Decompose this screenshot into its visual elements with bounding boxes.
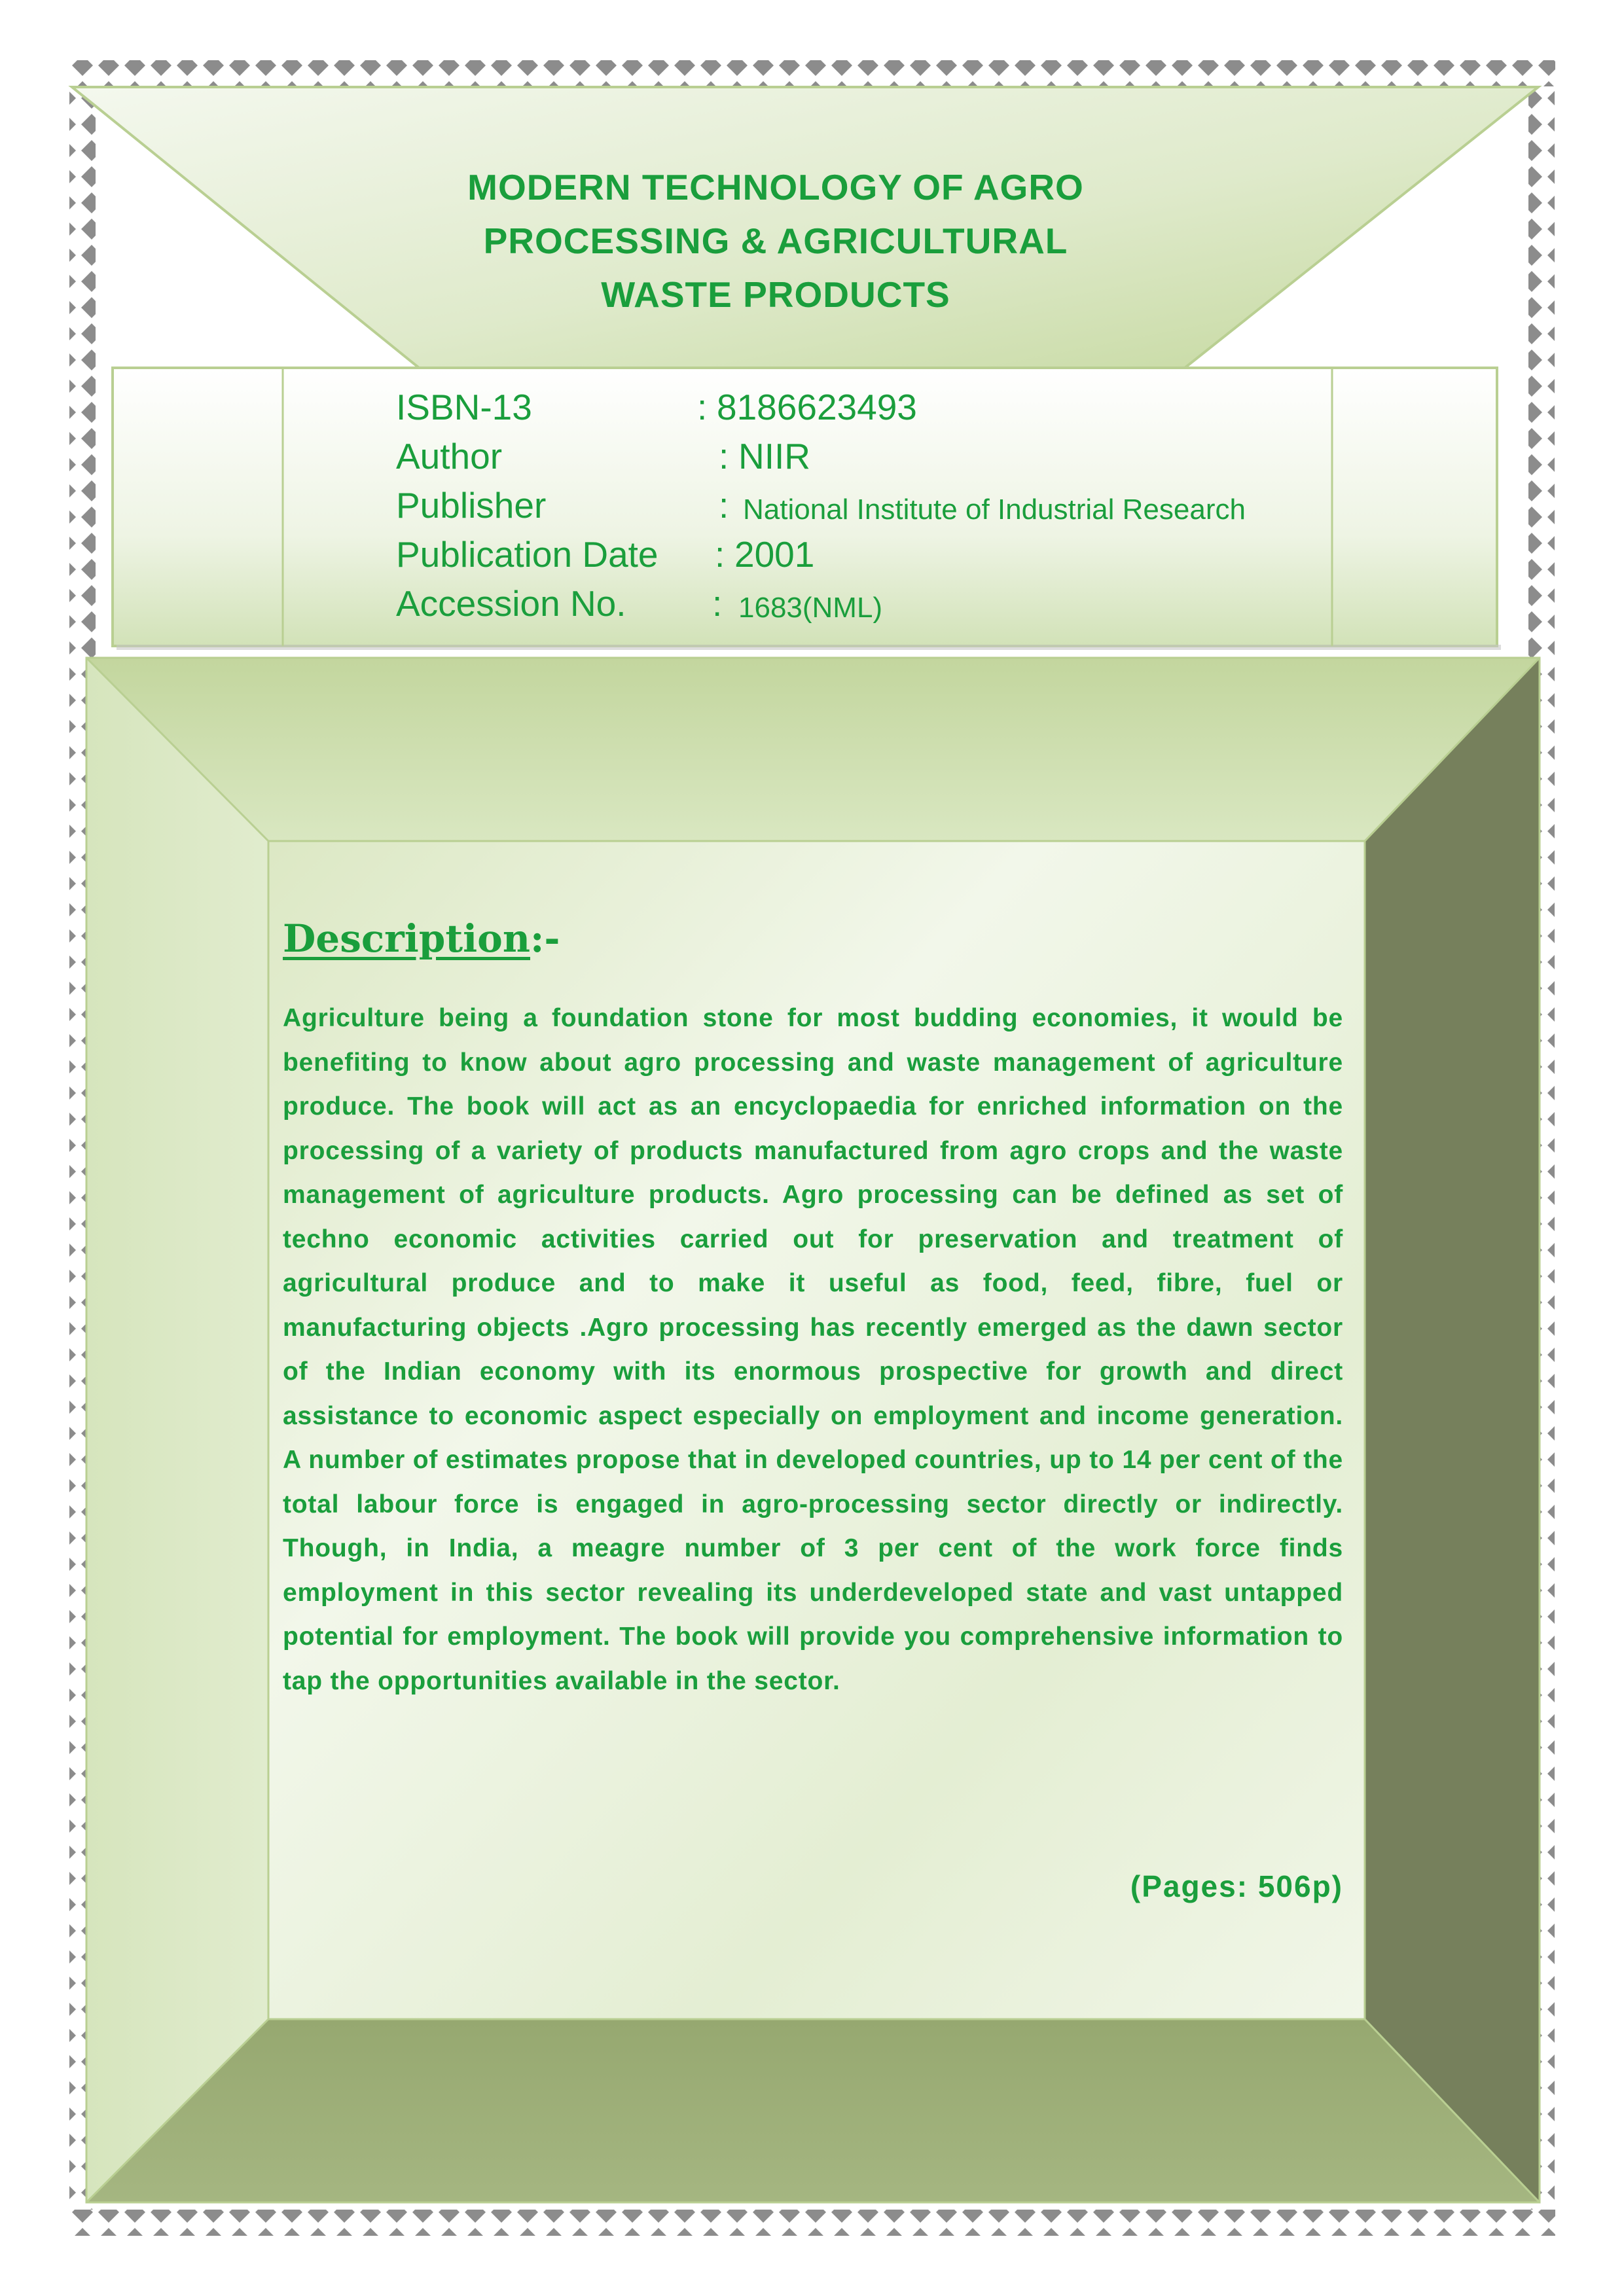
detail-label: Author — [396, 436, 503, 476]
detail-separator: : — [712, 583, 723, 624]
detail-value: National Institute of Industrial Research — [743, 493, 1246, 526]
detail-value: 1683(NML) — [738, 592, 883, 624]
detail-value: NIIR — [738, 436, 810, 476]
detail-label: Accession No. — [396, 583, 626, 624]
detail-separator: : — [715, 534, 725, 575]
detail-separator: : — [719, 436, 729, 476]
detail-value: 8186623493 — [717, 387, 917, 427]
page-count: (Pages: 506p) — [1130, 1869, 1343, 1903]
book-title — [367, 160, 1185, 321]
detail-separator: : — [719, 485, 729, 526]
detail-separator: : — [697, 387, 708, 427]
description-text: Agriculture being a foundation stone for most budding economies, it would be benefiting to know about agro processing and waste management of agriculture produce. The book will act as an encyclopaedia for enriched information on the processing of a variety of products manufactured from agro crops and the waste management of agriculture products. Agro processing can be defined as set of techno economic activities carried out for preservation and treatment of agricultural produce and to make it useful as food, feed, fibre, fuel or manufacturing objects .Agro processing has recently emerged as the dawn sector of the Indian economy with its enormous prospective for growth and direct assistance to economic aspect especially on employment and income generation. A number of estimates propose that in developed countries, up to 14 per cent of the total labour force is engaged in agro-processing sector directly or indirectly. Though, in India, a meagre number of 3 per cent of the work force finds employment in this sector revealing its underdeveloped state and vast untapped potential for employment. The book will provide you comprehensive information to tap the opportunities available in the sector. — [283, 1004, 1343, 1695]
description-heading — [283, 916, 560, 961]
book-title-line: WASTE PRODUCTS — [601, 274, 950, 315]
description-heading-text: Description — [283, 916, 530, 961]
detail-value: 2001 — [734, 534, 815, 575]
description-heading-suffix: :- — [530, 916, 560, 961]
detail-label: Publisher — [396, 485, 547, 526]
book-title-line: MODERN TECHNOLOGY OF AGRO — [467, 167, 1084, 207]
book-title-line: PROCESSING & AGRICULTURAL — [483, 221, 1068, 261]
detail-label: Publication Date — [396, 534, 659, 575]
detail-label: ISBN-13 — [396, 387, 532, 427]
